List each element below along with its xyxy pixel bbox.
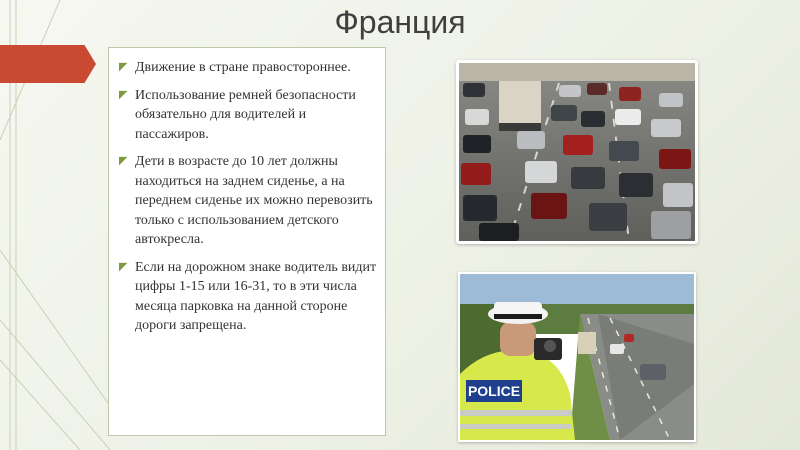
- bullet-item: [119, 258, 377, 336]
- bullet-item: [119, 86, 377, 145]
- bullet-text: Использование ремней безопасности обязательно для водителей и пассажиров.: [135, 87, 356, 142]
- arrowhead-bullet-icon: ◤: [119, 88, 128, 101]
- arrowhead-bullet-icon: ◤: [119, 155, 128, 167]
- traffic-jam-photo: [456, 60, 698, 244]
- bullet-item: [119, 58, 377, 78]
- bullet-text: Дети в возрасте до 10 лет должны находиться на заднем сиденье, а на переднем сиденье их можно перевозить только с использованием детского автокресла.: [135, 154, 373, 247]
- police-label: POLICE: [467, 383, 521, 399]
- text-content-box: [108, 47, 386, 436]
- bullet-list: [119, 58, 377, 336]
- accent-tab: [0, 45, 96, 83]
- police-officer-photo: [458, 272, 696, 442]
- bullet-item: [119, 152, 377, 250]
- slide-title: Франция: [334, 4, 466, 40]
- bullet-text: Движение в стране правостороннее.: [135, 60, 351, 75]
- arrowhead-bullet-icon: ◤: [119, 61, 128, 73]
- arrowhead-bullet-icon: ◤: [119, 260, 128, 273]
- bullet-text: Если на дорожном знаке водитель видит цифры 1-15 или 16-31, то в эти числа месяца парковка на данной стороне дороги запрещена.: [135, 259, 377, 333]
